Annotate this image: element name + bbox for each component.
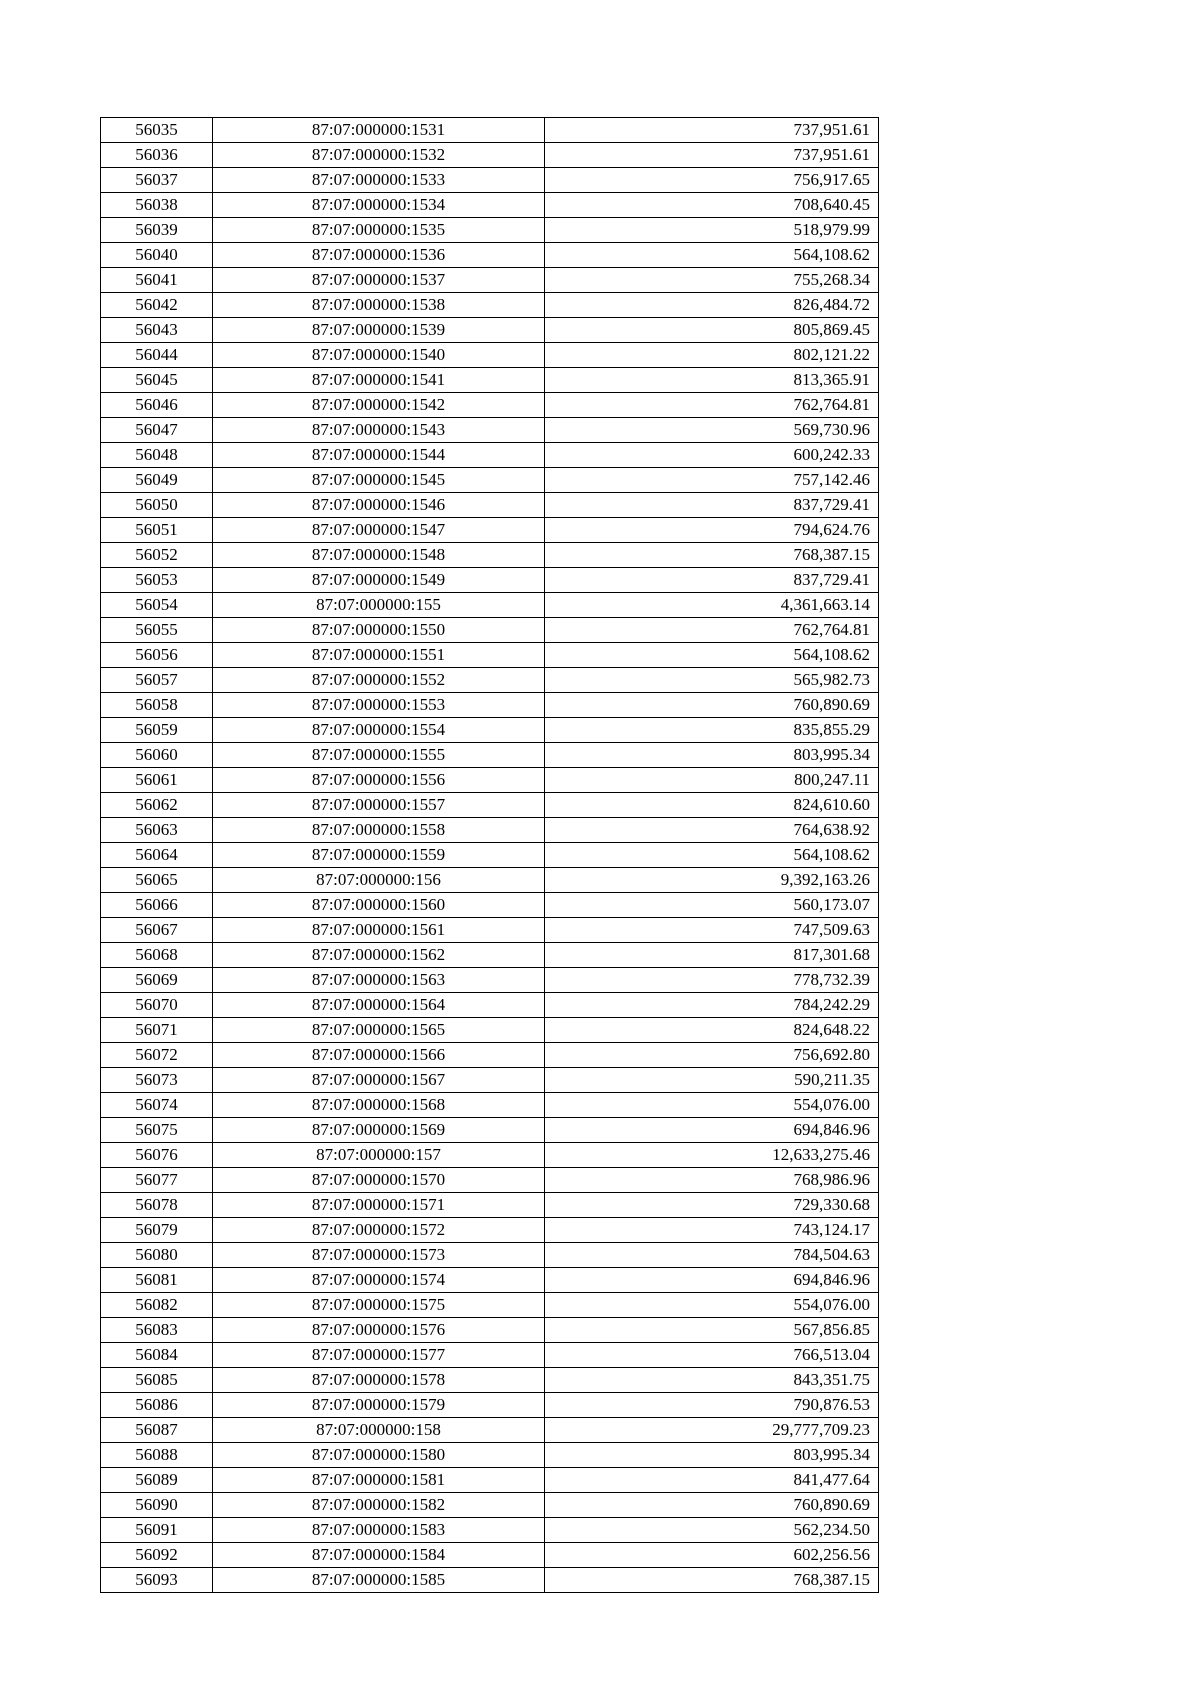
cadastral-number-cell: 87:07:000000:1555 (213, 743, 545, 768)
row-number-cell: 56045 (101, 368, 213, 393)
table-row (101, 293, 879, 318)
row-number-cell: 56080 (101, 1243, 213, 1268)
table-row (101, 1543, 879, 1568)
row-number-cell: 56055 (101, 618, 213, 643)
table-row (101, 593, 879, 618)
row-number-cell: 56084 (101, 1343, 213, 1368)
value-cell: 800,247.11 (545, 768, 879, 793)
cadastral-number-cell: 87:07:000000:158 (213, 1418, 545, 1443)
table-row (101, 1268, 879, 1293)
row-number-cell: 56090 (101, 1493, 213, 1518)
cadastral-number-cell: 87:07:000000:1531 (213, 118, 545, 143)
table-row (101, 893, 879, 918)
table-row (101, 993, 879, 1018)
cadastral-number-cell: 87:07:000000:1576 (213, 1318, 545, 1343)
row-number-cell: 56057 (101, 668, 213, 693)
row-number-cell: 56081 (101, 1268, 213, 1293)
cadastral-number-cell: 87:07:000000:1541 (213, 368, 545, 393)
data-table (100, 117, 879, 1593)
row-number-cell: 56089 (101, 1468, 213, 1493)
value-cell: 813,365.91 (545, 368, 879, 393)
cadastral-number-cell: 87:07:000000:1563 (213, 968, 545, 993)
value-cell: 554,076.00 (545, 1293, 879, 1318)
value-cell: 778,732.39 (545, 968, 879, 993)
value-cell: 564,108.62 (545, 643, 879, 668)
row-number-cell: 56075 (101, 1118, 213, 1143)
table-row (101, 743, 879, 768)
table-row (101, 118, 879, 143)
table-row (101, 793, 879, 818)
cadastral-number-cell: 87:07:000000:1568 (213, 1093, 545, 1118)
row-number-cell: 56066 (101, 893, 213, 918)
cadastral-number-cell: 87:07:000000:1551 (213, 643, 545, 668)
value-cell: 817,301.68 (545, 943, 879, 968)
cadastral-number-cell: 87:07:000000:1544 (213, 443, 545, 468)
table-row (101, 1193, 879, 1218)
value-cell: 826,484.72 (545, 293, 879, 318)
table-row (101, 168, 879, 193)
row-number-cell: 56093 (101, 1568, 213, 1593)
row-number-cell: 56060 (101, 743, 213, 768)
value-cell: 737,951.61 (545, 143, 879, 168)
table-body (101, 118, 879, 1593)
row-number-cell: 56070 (101, 993, 213, 1018)
cadastral-number-cell: 87:07:000000:1540 (213, 343, 545, 368)
table-row (101, 518, 879, 543)
cadastral-number-cell: 87:07:000000:1546 (213, 493, 545, 518)
cadastral-number-cell: 87:07:000000:1561 (213, 918, 545, 943)
row-number-cell: 56046 (101, 393, 213, 418)
table-row (101, 443, 879, 468)
cadastral-number-cell: 87:07:000000:1579 (213, 1393, 545, 1418)
value-cell: 768,387.15 (545, 1568, 879, 1593)
cadastral-number-cell: 87:07:000000:1547 (213, 518, 545, 543)
table-row (101, 143, 879, 168)
cadastral-number-cell: 87:07:000000:1550 (213, 618, 545, 643)
table-row (101, 818, 879, 843)
table-row (101, 1518, 879, 1543)
row-number-cell: 56063 (101, 818, 213, 843)
cadastral-number-cell: 87:07:000000:1580 (213, 1443, 545, 1468)
value-cell: 824,610.60 (545, 793, 879, 818)
table-row (101, 1343, 879, 1368)
cadastral-number-cell: 87:07:000000:1545 (213, 468, 545, 493)
value-cell: 805,869.45 (545, 318, 879, 343)
value-cell: 694,846.96 (545, 1118, 879, 1143)
value-cell: 794,624.76 (545, 518, 879, 543)
value-cell: 737,951.61 (545, 118, 879, 143)
cadastral-number-cell: 87:07:000000:1559 (213, 843, 545, 868)
value-cell: 564,108.62 (545, 843, 879, 868)
row-number-cell: 56035 (101, 118, 213, 143)
row-number-cell: 56076 (101, 1143, 213, 1168)
table-row (101, 1218, 879, 1243)
value-cell: 708,640.45 (545, 193, 879, 218)
value-cell: 569,730.96 (545, 418, 879, 443)
value-cell: 802,121.22 (545, 343, 879, 368)
cadastral-number-cell: 87:07:000000:1567 (213, 1068, 545, 1093)
row-number-cell: 56051 (101, 518, 213, 543)
value-cell: 4,361,663.14 (545, 593, 879, 618)
row-number-cell: 56069 (101, 968, 213, 993)
value-cell: 803,995.34 (545, 743, 879, 768)
table-row (101, 193, 879, 218)
value-cell: 29,777,709.23 (545, 1418, 879, 1443)
row-number-cell: 56061 (101, 768, 213, 793)
value-cell: 837,729.41 (545, 493, 879, 518)
row-number-cell: 56038 (101, 193, 213, 218)
value-cell: 567,856.85 (545, 1318, 879, 1343)
table-row (101, 943, 879, 968)
cadastral-number-cell: 87:07:000000:1533 (213, 168, 545, 193)
value-cell: 841,477.64 (545, 1468, 879, 1493)
value-cell: 602,256.56 (545, 1543, 879, 1568)
table-row (101, 1443, 879, 1468)
value-cell: 835,855.29 (545, 718, 879, 743)
value-cell: 560,173.07 (545, 893, 879, 918)
value-cell: 784,504.63 (545, 1243, 879, 1268)
cadastral-number-cell: 87:07:000000:1564 (213, 993, 545, 1018)
table-row (101, 1393, 879, 1418)
table-row (101, 218, 879, 243)
row-number-cell: 56067 (101, 918, 213, 943)
cadastral-number-cell: 87:07:000000:1535 (213, 218, 545, 243)
cadastral-number-cell: 87:07:000000:1537 (213, 268, 545, 293)
value-cell: 764,638.92 (545, 818, 879, 843)
cadastral-number-cell: 87:07:000000:1574 (213, 1268, 545, 1293)
cadastral-number-cell: 87:07:000000:1583 (213, 1518, 545, 1543)
row-number-cell: 56040 (101, 243, 213, 268)
cadastral-number-cell: 87:07:000000:1572 (213, 1218, 545, 1243)
row-number-cell: 56052 (101, 543, 213, 568)
cadastral-number-cell: 87:07:000000:1562 (213, 943, 545, 968)
table-row (101, 1318, 879, 1343)
row-number-cell: 56039 (101, 218, 213, 243)
value-cell: 760,890.69 (545, 693, 879, 718)
value-cell: 747,509.63 (545, 918, 879, 943)
row-number-cell: 56083 (101, 1318, 213, 1343)
row-number-cell: 56071 (101, 1018, 213, 1043)
cadastral-number-cell: 87:07:000000:1569 (213, 1118, 545, 1143)
table-row (101, 693, 879, 718)
table-row (101, 1568, 879, 1593)
cadastral-number-cell: 87:07:000000:1542 (213, 393, 545, 418)
cadastral-number-cell: 87:07:000000:1584 (213, 1543, 545, 1568)
value-cell: 562,234.50 (545, 1518, 879, 1543)
cadastral-number-cell: 87:07:000000:1575 (213, 1293, 545, 1318)
value-cell: 554,076.00 (545, 1093, 879, 1118)
row-number-cell: 56088 (101, 1443, 213, 1468)
table-row (101, 1468, 879, 1493)
value-cell: 762,764.81 (545, 618, 879, 643)
value-cell: 766,513.04 (545, 1343, 879, 1368)
value-cell: 760,890.69 (545, 1493, 879, 1518)
table-row (101, 1143, 879, 1168)
table-row (101, 243, 879, 268)
cadastral-number-cell: 87:07:000000:1577 (213, 1343, 545, 1368)
value-cell: 790,876.53 (545, 1393, 879, 1418)
row-number-cell: 56048 (101, 443, 213, 468)
value-cell: 12,633,275.46 (545, 1143, 879, 1168)
value-cell: 762,764.81 (545, 393, 879, 418)
row-number-cell: 56049 (101, 468, 213, 493)
cadastral-number-cell: 87:07:000000:1581 (213, 1468, 545, 1493)
cadastral-number-cell: 87:07:000000:1557 (213, 793, 545, 818)
cadastral-number-cell: 87:07:000000:156 (213, 868, 545, 893)
table-row (101, 1168, 879, 1193)
row-number-cell: 56078 (101, 1193, 213, 1218)
row-number-cell: 56064 (101, 843, 213, 868)
table-row (101, 618, 879, 643)
value-cell: 784,242.29 (545, 993, 879, 1018)
cadastral-number-cell: 87:07:000000:1534 (213, 193, 545, 218)
value-cell: 843,351.75 (545, 1368, 879, 1393)
cadastral-number-cell: 87:07:000000:1536 (213, 243, 545, 268)
table-row (101, 1093, 879, 1118)
value-cell: 803,995.34 (545, 1443, 879, 1468)
table-row (101, 318, 879, 343)
table-row (101, 1018, 879, 1043)
table-row (101, 393, 879, 418)
table-row (101, 543, 879, 568)
row-number-cell: 56058 (101, 693, 213, 718)
row-number-cell: 56044 (101, 343, 213, 368)
row-number-cell: 56037 (101, 168, 213, 193)
cadastral-number-cell: 87:07:000000:1539 (213, 318, 545, 343)
table-row (101, 718, 879, 743)
table-row (101, 1493, 879, 1518)
cadastral-number-cell: 87:07:000000:1582 (213, 1493, 545, 1518)
value-cell: 600,242.33 (545, 443, 879, 468)
cadastral-number-cell: 87:07:000000:1560 (213, 893, 545, 918)
row-number-cell: 56068 (101, 943, 213, 968)
table-row (101, 343, 879, 368)
table-row (101, 493, 879, 518)
row-number-cell: 56056 (101, 643, 213, 668)
cadastral-number-cell: 87:07:000000:1554 (213, 718, 545, 743)
cadastral-number-cell: 87:07:000000:1538 (213, 293, 545, 318)
value-cell: 743,124.17 (545, 1218, 879, 1243)
cadastral-number-cell: 87:07:000000:1585 (213, 1568, 545, 1593)
row-number-cell: 56054 (101, 593, 213, 618)
row-number-cell: 56087 (101, 1418, 213, 1443)
table-row (101, 1368, 879, 1393)
table-row (101, 1418, 879, 1443)
row-number-cell: 56053 (101, 568, 213, 593)
table-row (101, 1068, 879, 1093)
table-row (101, 643, 879, 668)
cadastral-number-cell: 87:07:000000:1570 (213, 1168, 545, 1193)
row-number-cell: 56059 (101, 718, 213, 743)
cadastral-number-cell: 87:07:000000:1558 (213, 818, 545, 843)
table-row (101, 1118, 879, 1143)
value-cell: 824,648.22 (545, 1018, 879, 1043)
row-number-cell: 56043 (101, 318, 213, 343)
table-row (101, 568, 879, 593)
row-number-cell: 56036 (101, 143, 213, 168)
cadastral-number-cell: 87:07:000000:1553 (213, 693, 545, 718)
value-cell: 756,692.80 (545, 1043, 879, 1068)
value-cell: 768,387.15 (545, 543, 879, 568)
row-number-cell: 56065 (101, 868, 213, 893)
table-row (101, 1293, 879, 1318)
table-row (101, 418, 879, 443)
cadastral-number-cell: 87:07:000000:1543 (213, 418, 545, 443)
cadastral-number-cell: 87:07:000000:155 (213, 593, 545, 618)
row-number-cell: 56091 (101, 1518, 213, 1543)
table-row (101, 468, 879, 493)
cadastral-number-cell: 87:07:000000:1532 (213, 143, 545, 168)
row-number-cell: 56077 (101, 1168, 213, 1193)
table-row (101, 368, 879, 393)
table-row (101, 968, 879, 993)
value-cell: 757,142.46 (545, 468, 879, 493)
row-number-cell: 56042 (101, 293, 213, 318)
row-number-cell: 56074 (101, 1093, 213, 1118)
table-row (101, 1043, 879, 1068)
row-number-cell: 56086 (101, 1393, 213, 1418)
row-number-cell: 56073 (101, 1068, 213, 1093)
cadastral-number-cell: 87:07:000000:1571 (213, 1193, 545, 1218)
row-number-cell: 56082 (101, 1293, 213, 1318)
cadastral-number-cell: 87:07:000000:1548 (213, 543, 545, 568)
value-cell: 9,392,163.26 (545, 868, 879, 893)
table-row (101, 668, 879, 693)
cadastral-number-cell: 87:07:000000:1578 (213, 1368, 545, 1393)
cadastral-number-cell: 87:07:000000:1549 (213, 568, 545, 593)
value-cell: 755,268.34 (545, 268, 879, 293)
table-row (101, 768, 879, 793)
row-number-cell: 56050 (101, 493, 213, 518)
table-row (101, 868, 879, 893)
row-number-cell: 56072 (101, 1043, 213, 1068)
row-number-cell: 56047 (101, 418, 213, 443)
value-cell: 518,979.99 (545, 218, 879, 243)
table-row (101, 1243, 879, 1268)
value-cell: 837,729.41 (545, 568, 879, 593)
value-cell: 565,982.73 (545, 668, 879, 693)
value-cell: 729,330.68 (545, 1193, 879, 1218)
row-number-cell: 56085 (101, 1368, 213, 1393)
value-cell: 694,846.96 (545, 1268, 879, 1293)
cadastral-number-cell: 87:07:000000:1565 (213, 1018, 545, 1043)
value-cell: 768,986.96 (545, 1168, 879, 1193)
cadastral-number-cell: 87:07:000000:1556 (213, 768, 545, 793)
row-number-cell: 56092 (101, 1543, 213, 1568)
cadastral-number-cell: 87:07:000000:1573 (213, 1243, 545, 1268)
table-row (101, 918, 879, 943)
row-number-cell: 56041 (101, 268, 213, 293)
cadastral-number-cell: 87:07:000000:1552 (213, 668, 545, 693)
cadastral-number-cell: 87:07:000000:157 (213, 1143, 545, 1168)
value-cell: 564,108.62 (545, 243, 879, 268)
row-number-cell: 56062 (101, 793, 213, 818)
row-number-cell: 56079 (101, 1218, 213, 1243)
cadastral-number-cell: 87:07:000000:1566 (213, 1043, 545, 1068)
value-cell: 756,917.65 (545, 168, 879, 193)
value-cell: 590,211.35 (545, 1068, 879, 1093)
table-row (101, 843, 879, 868)
table-row (101, 268, 879, 293)
